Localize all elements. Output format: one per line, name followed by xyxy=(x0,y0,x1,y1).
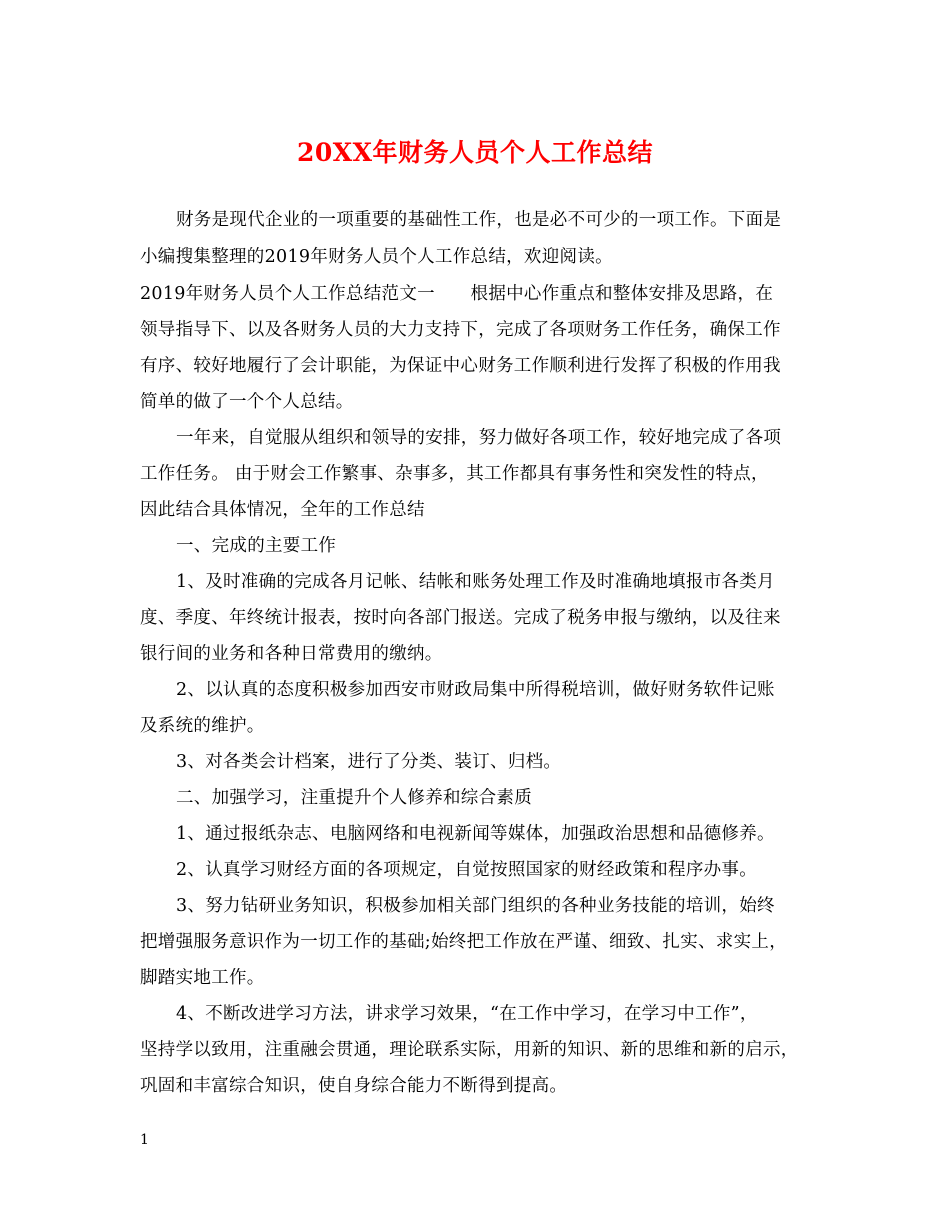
paragraph-line: 因此结合具体情况，全年的工作总结 xyxy=(140,500,425,520)
paragraph-line: 1、通过报纸杂志、电脑网络和电视新闻等媒体，加强政治思想和品德修养。 xyxy=(176,824,775,844)
paragraph-line: 简单的做了一个个人总结。 xyxy=(140,392,354,412)
paragraph-line: 工作任务。 由于财会工作繁事、杂事多，其工作都具有事务性和突发性的特点， xyxy=(140,464,769,484)
paragraph-line: 及系统的维护。 xyxy=(140,716,265,736)
paragraph-line: 银行间的业务和各种日常费用的缴纳。 xyxy=(140,644,443,664)
paragraph-line: 脚踏实地工作。 xyxy=(140,968,265,988)
paragraph-line: 2019年财务人员个人工作总结范文一 根据中心作重点和整体安排及思路，在 xyxy=(140,284,774,304)
paragraph-line: 3、对各类会计档案，进行了分类、装订、归档。 xyxy=(176,752,562,772)
paragraph-line: 2、以认真的态度积极参加西安市财政局集中所得税培训，做好财务软件记账 xyxy=(176,680,775,700)
paragraph-line: 度、季度、年终统计报表，按时向各部门报送。完成了税务申报与缴纳，以及往来 xyxy=(140,608,781,628)
section-heading: 二、加强学习，注重提升个人修养和综合素质 xyxy=(176,788,532,808)
paragraph-line: 1、及时准确的完成各月记帐、结帐和账务处理工作及时准确地填报市各类月 xyxy=(176,572,775,592)
paragraph-line: 4、不断改进学习方法，讲求学习效果，“在工作中学习，在学习中工作”， xyxy=(176,1004,758,1024)
paragraph-line: 坚持学以致用，注重融会贯通，理论联系实际，用新的知识、新的思维和新的启示， xyxy=(140,1040,799,1060)
paragraph-line: 3、努力钻研业务知识，积极参加相关部门组织的各种业务技能的培训，始终 xyxy=(176,896,775,916)
document-title: 20XX年财务人员个人工作总结 xyxy=(296,138,654,167)
paragraph-line: 2、认真学习财经方面的各项规定，自觉按照国家的财经政策和程序办事。 xyxy=(176,860,758,880)
paragraph-line: 巩固和丰富综合知识，使自身综合能力不断得到提高。 xyxy=(140,1076,568,1096)
paragraph-line: 领导指导下、以及各财务人员的大力支持下，完成了各项财务工作任务，确保工作 xyxy=(140,320,781,340)
page-number: 1 xyxy=(140,1132,149,1148)
section-heading: 一、完成的主要工作 xyxy=(176,536,337,556)
paragraph-line: 有序、较好地履行了会计职能，为保证中心财务工作顺利进行发挥了积极的作用我 xyxy=(140,356,781,376)
paragraph-line: 财务是现代企业的一项重要的基础性工作，也是必不可少的一项工作。下面是 xyxy=(176,210,782,230)
paragraph-line: 把增强服务意识作为一切工作的基础;始终把工作放在严谨、细致、扎实、求实上， xyxy=(140,932,787,952)
paragraph-line: 一年来，自觉服从组织和领导的安排，努力做好各项工作，较好地完成了各项 xyxy=(176,428,782,448)
paragraph-line: 小编搜集整理的2019年财务人员个人工作总结，欢迎阅读。 xyxy=(140,247,613,267)
